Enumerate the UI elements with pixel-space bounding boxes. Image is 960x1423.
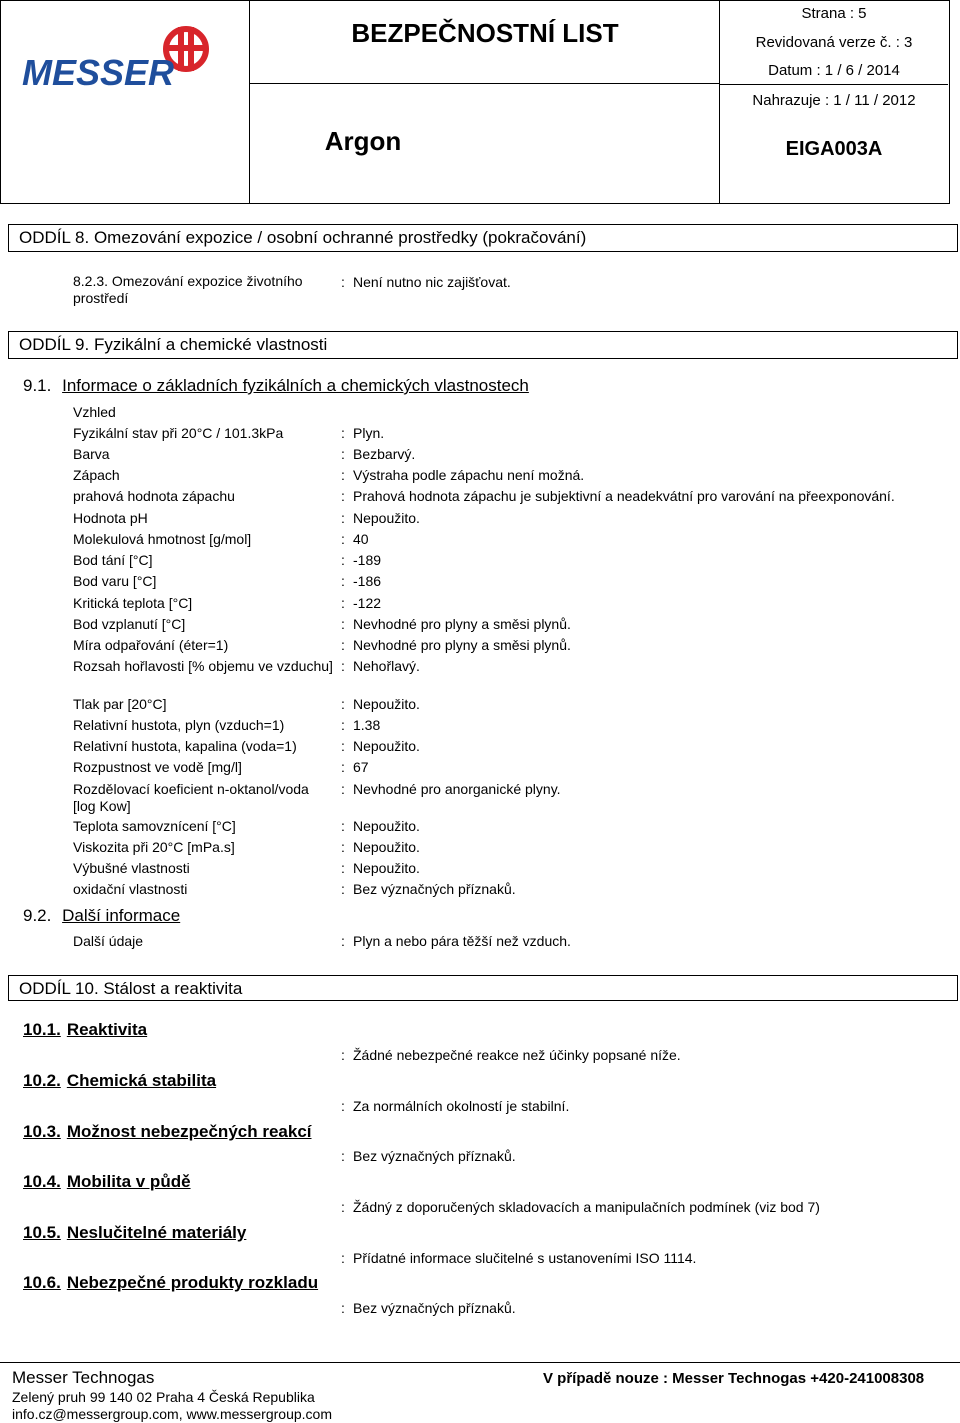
colon: : (341, 1047, 345, 1063)
property-value: -189 (353, 552, 382, 568)
colon: : (341, 717, 345, 733)
sub-9-2-num: 9.2. (23, 906, 52, 925)
colon: : (341, 573, 345, 589)
colon: : (341, 658, 345, 674)
stability-item-value: Za normálních okolností je stabilní. (353, 1098, 570, 1114)
logo-wordmark: MESSER (22, 52, 175, 93)
property-label: Míra odpařování (éter=1) (73, 637, 229, 653)
property-label: Zápach (73, 467, 120, 483)
property-value: -186 (353, 573, 382, 589)
property-label: Hodnota pH (73, 510, 148, 526)
sub-9-2-title: Další informace (62, 906, 181, 925)
colon: : (341, 510, 345, 526)
section-8-header (8, 224, 958, 252)
stability-item-value: Žádné nebezpečné reakce než účinky popsané níže. (353, 1047, 681, 1063)
title-cell (250, 0, 720, 204)
colon: : (341, 1300, 345, 1316)
other-label: Další údaje (73, 933, 144, 949)
property-value: Nevhodné pro plyny a směsi plynů. (353, 637, 571, 653)
property-value: Nepoužito. (353, 696, 420, 712)
item-title: Nebezpečné produkty rozkladu (66, 1273, 319, 1292)
property-value: Nehořlavý. (353, 658, 420, 674)
item-number: 10.3. (23, 1122, 61, 1141)
colon: : (341, 616, 345, 632)
footer-company: Messer Technogas (12, 1368, 155, 1387)
property-label: Rozsah hořlavosti [% objemu ve vzduchu] (73, 658, 333, 674)
property-value: Nepoužito. (353, 818, 420, 834)
stability-item-title (23, 1122, 312, 1142)
property-value: Bezbarvý. (353, 446, 416, 462)
property-label: Fyzikální stav při 20°C / 101.3kPa (73, 425, 284, 441)
colon: : (341, 759, 345, 775)
page-number: Strana : 5 (801, 5, 867, 22)
product-name: Argon (324, 126, 402, 156)
colon: : (341, 933, 345, 949)
item-number: 10.6. (23, 1273, 61, 1292)
colon: : (341, 425, 345, 441)
colon: : (341, 637, 345, 653)
property-label: Kritická teplota [°C] (73, 595, 193, 611)
item-title: Možnost nebezpečných reakcí (66, 1122, 312, 1141)
item-number: 10.2. (23, 1071, 61, 1090)
property-value: Výstraha podle zápachu není možná. (353, 467, 585, 483)
property-label: prahová hodnota zápachu (73, 488, 235, 504)
property-label: oxidační vlastnosti (73, 881, 188, 897)
property-label: Molekulová hmotnost [g/mol] (73, 531, 252, 547)
property-value: Nepoužito. (353, 839, 420, 855)
property-label: Rozdělovací koeficient n-oktanol/voda [log Kow] (73, 781, 309, 814)
meta-cell (720, 0, 948, 204)
stability-item-title (23, 1223, 246, 1243)
colon: : (341, 696, 345, 712)
footer-emergency: V případě nouze : Messer Technogas +420-241008308 (543, 1370, 925, 1387)
property-label: Tlak par [20°C] (73, 696, 167, 712)
env-value: Není nutno nic zajišťovat. (353, 274, 511, 290)
env-label-line1: 8.2.3. Omezování expozice životního (73, 273, 303, 289)
property-label: Bod varu [°C] (73, 573, 157, 589)
stability-item-value: Přídatné informace slučitelné s ustanoveními ISO 1114. (353, 1250, 697, 1266)
revision: Revidovaná verze č. : 3 (755, 34, 913, 51)
messer-logo (10, 25, 250, 125)
appearance-label: Vzhled (73, 404, 116, 420)
property-value: Prahová hodnota zápachu je subjektivní a neadekvátní pro varování na přeexponování. (353, 488, 895, 504)
env-label-line2: prostředí (73, 290, 129, 306)
property-value: Plyn. (353, 425, 385, 441)
logo-cell (0, 0, 250, 204)
property-value: 67 (353, 759, 369, 775)
section-9-header (8, 331, 958, 359)
section-10-title: ODDÍL 10. Stálost a reaktivita (19, 979, 243, 998)
colon: : (341, 595, 345, 611)
item-number: 10.1. (23, 1020, 61, 1039)
section-10-header (8, 975, 958, 1001)
doc-code: EIGA003A (785, 138, 883, 160)
subsection-9-2 (23, 906, 180, 926)
property-value: -122 (353, 595, 382, 611)
sub-9-1-num: 9.1. (23, 376, 52, 395)
property-label: Bod vzplanutí [°C] (73, 616, 186, 632)
colon: : (341, 1098, 345, 1114)
item-title: Neslučitelné materiály (66, 1223, 247, 1242)
property-label: Barva (73, 446, 110, 462)
colon: : (341, 860, 345, 876)
colon: : (341, 881, 345, 897)
env-label (73, 273, 303, 307)
item-title: Chemická stabilita (66, 1071, 217, 1090)
property-label: Výbušné vlastnosti (73, 860, 190, 876)
item-number: 10.4. (23, 1172, 61, 1191)
colon: : (341, 552, 345, 568)
property-value: Nevhodné pro anorganické plyny. (353, 781, 561, 797)
colon: : (341, 1199, 345, 1215)
property-value: Nepoužito. (353, 510, 420, 526)
colon: : (341, 738, 345, 754)
item-title: Mobilita v půdě (66, 1172, 191, 1191)
document-header (0, 0, 950, 204)
stability-item-title (23, 1020, 147, 1040)
property-label: Viskozita při 20°C [mPa.s] (73, 839, 235, 855)
colon: : (341, 818, 345, 834)
stability-item-title (23, 1172, 191, 1192)
stability-item-value: Žádný z doporučených skladovacích a manipulačních podmínek (viz bod 7) (353, 1199, 820, 1215)
colon: : (341, 1250, 345, 1266)
stability-item-title (23, 1071, 216, 1091)
property-value: 40 (353, 531, 369, 547)
date: Datum : 1 / 6 / 2014 (768, 62, 900, 79)
property-label: Bod tání [°C] (73, 552, 153, 568)
property-value: Nepoužito. (353, 738, 420, 754)
stability-item-value: Bez význačných příznaků. (353, 1148, 516, 1164)
other-value: Plyn a nebo pára těžší než vzduch. (353, 933, 571, 949)
colon: : (341, 488, 345, 504)
property-label: Relativní hustota, plyn (vzduch=1) (73, 717, 285, 733)
colon: : (341, 839, 345, 855)
colon: : (341, 531, 345, 547)
item-number: 10.5. (23, 1223, 61, 1242)
subsection-9-1 (23, 376, 529, 396)
footer-address: Zelený pruh 99 140 02 Praha 4 Česká Republika (12, 1389, 315, 1405)
colon: : (341, 781, 345, 797)
property-label: Relativní hustota, kapalina (voda=1) (73, 738, 297, 754)
colon: : (341, 467, 345, 483)
stability-item-value: Bez význačných příznaků. (353, 1300, 516, 1316)
colon: : (341, 274, 345, 290)
property-label: Rozpustnost ve vodě [mg/l] (73, 759, 242, 775)
replaces: Nahrazuje : 1 / 11 / 2012 (752, 92, 916, 109)
property-value: 1.38 (353, 717, 381, 733)
item-title: Reaktivita (66, 1020, 148, 1039)
property-value: Bez význačných příznaků. (353, 881, 516, 897)
section-9-title: ODDÍL 9. Fyzikální a chemické vlastnosti (19, 335, 328, 354)
stability-item-title (23, 1273, 318, 1293)
section-8-title: ODDÍL 8. Omezování expozice / osobní ochranné prostředky (pokračování) (19, 228, 587, 247)
sub-9-1-title: Informace o základních fyzikálních a chemických vlastnostech (62, 376, 529, 395)
property-value: Nevhodné pro plyny a směsi plynů. (353, 616, 571, 632)
property-label: Teplota samovznícení [°C] (73, 818, 236, 834)
property-value: Nepoužito. (353, 860, 420, 876)
footer-divider (0, 1362, 960, 1363)
footer-web: info.cz@messergroup.com, www.messergroup.com (12, 1406, 332, 1422)
colon: : (341, 1148, 345, 1164)
doc-title: BEZPEČNOSTNÍ LIST (351, 18, 619, 48)
colon: : (341, 446, 345, 462)
